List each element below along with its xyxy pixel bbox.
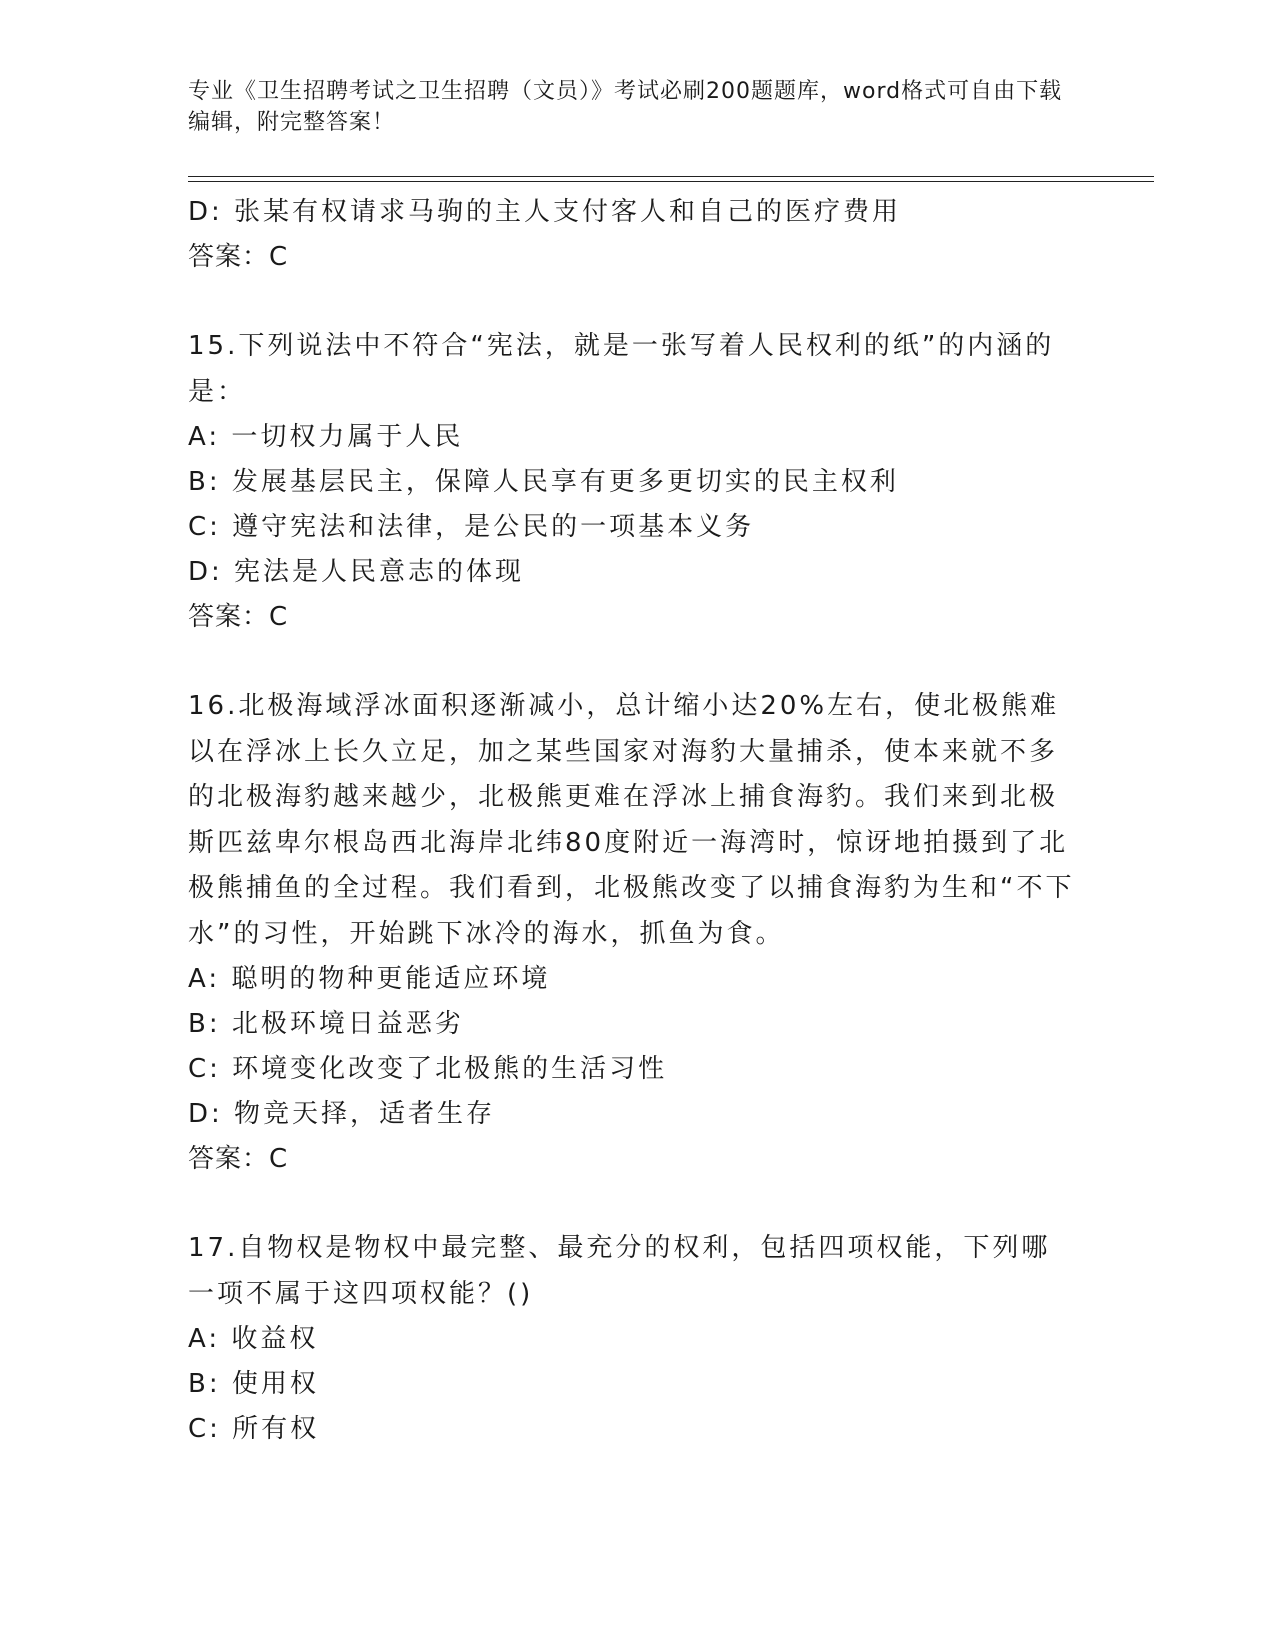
option-c: C: 遵守宪法和法律，是公民的一项基本义务 xyxy=(188,512,755,542)
answer: 答案：C xyxy=(188,602,289,632)
header-title: 专业《卫生招聘考试之卫生招聘（文员）》考试必刷200题题库，word格式可自由下载编辑，附完整答案！ xyxy=(188,79,1063,135)
answer: 答案：C xyxy=(188,242,289,272)
option-a: A: 一切权力属于人民 xyxy=(188,422,464,452)
option-b: B: 使用权 xyxy=(188,1369,319,1399)
option-d: D: 张某有权请求马驹的主人支付客人和自己的医疗费用 xyxy=(188,197,902,227)
option-c: C: 环境变化改变了北极熊的生活习性 xyxy=(188,1054,668,1084)
question-text: 16.北极海域浮冰面积逐渐减小，总计缩小达20%左右，使北极熊难以在浮冰上长久立足，加之某些国家对海豹大量捕杀，使本来就不多的北极海豹越来越少，北极熊更难在浮冰上捕食海豹。我们来到北极斯匹兹卑尔根岛西北海岸北纬80度附近一海湾时，惊讶地拍摄到了北极熊捕鱼的全过程。我们看到，北极熊改变了以捕食海豹为生和“不下水”的习性，开始跳下冰冷的海水，抓鱼为食。 xyxy=(188,691,1075,949)
document-header xyxy=(188,76,1068,138)
answer: 答案：C xyxy=(188,1144,289,1174)
question-text: 17.自物权是物权中最完整、最充分的权利，包括四项权能，下列哪一项不属于这四项权能？() xyxy=(188,1233,1051,1309)
header-rule-top xyxy=(188,176,1154,177)
question-14-continuation xyxy=(188,190,1078,280)
option-c: C: 所有权 xyxy=(188,1414,320,1444)
header-rule-bottom xyxy=(188,181,1154,182)
option-b: B: 北极环境日益恶劣 xyxy=(188,1009,464,1039)
option-d: D: 宪法是人民意志的体现 xyxy=(188,557,525,587)
option-a: A: 收益权 xyxy=(188,1324,319,1354)
question-text: 15.下列说法中不符合“宪法，就是一张写着人民权利的纸”的内涵的是： xyxy=(188,331,1055,407)
option-d: D: 物竞天择，适者生存 xyxy=(188,1099,496,1129)
question-15 xyxy=(188,324,1078,640)
option-b: B: 发展基层民主，保障人民享有更多更切实的民主权利 xyxy=(188,467,899,497)
question-17 xyxy=(188,1226,1078,1452)
document-body xyxy=(188,190,1078,1452)
option-a: A: 聪明的物种更能适应环境 xyxy=(188,964,551,994)
question-16 xyxy=(188,684,1078,1182)
